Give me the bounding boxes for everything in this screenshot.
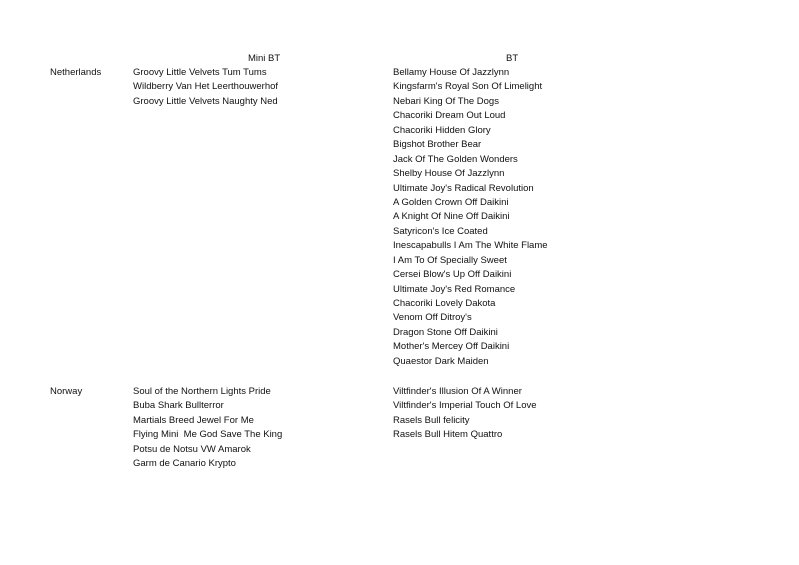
list-item: Shelby House Of Jazzlynn (393, 168, 505, 180)
list-item: Kingsfarm's Royal Son Of Limelight (393, 81, 543, 93)
list-item: Rasels Bull felicity (393, 414, 470, 426)
list-item: Satyricon's Ice Coated (393, 225, 488, 237)
list-item: Rasels Bull Hitem Quattro (393, 429, 503, 441)
list-item: Buba Shark Bullterror (133, 400, 224, 412)
country-netherlands: Netherlands (50, 67, 102, 78)
list-item: Groovy Little Velvets Tum Tums (133, 67, 267, 78)
netherlands-mini-bt-list (133, 66, 278, 109)
list-item: Viltfinder's Imperial Touch Of Love (393, 400, 537, 412)
list-item: Chacoriki Lovely Dakota (393, 298, 496, 309)
list-item: A Knight Of Nine Off Daikini (393, 211, 510, 223)
list-item: I Am To Of Specially Sweet (393, 254, 507, 266)
list-item: Bigshot Brother Bear (393, 139, 482, 151)
list-item: Groovy Little Velvets Naughty Ned (133, 95, 278, 107)
list-item: Flying Mini Me God Save The King (133, 429, 283, 441)
norway-mini-bt-list (133, 385, 282, 472)
list-item: Ultimate Joy's Red Romance (393, 283, 516, 295)
norway-bt-list (393, 385, 537, 443)
list-item: A Golden Crown Off Daikini (393, 196, 509, 208)
list-item: Jack Of The Golden Wonders (393, 153, 518, 165)
list-item: Dragon Stone Off Daikini (393, 326, 498, 338)
list-item: Soul of the Northern Lights Pride (133, 386, 271, 397)
list-item: Venom Off Ditroy's (393, 312, 472, 324)
country-norway: Norway (50, 386, 83, 397)
list-item: Mother's Mercey Off Daikini (393, 341, 510, 353)
list-item: Viltfinder's Illusion Of A Winner (393, 386, 522, 397)
list-item: Bellamy House Of Jazzlynn (393, 67, 510, 78)
list-item: Quaestor Dark Maiden (393, 355, 489, 367)
list-item: Chacoriki Dream Out Loud (393, 110, 506, 122)
list-item: Inescapabulls I Am The White Flame (393, 240, 548, 252)
list-item: Chacoriki Hidden Glory (393, 124, 491, 136)
list-item: Cersei Blow's Up Off Daikini (393, 269, 512, 281)
list-item: Wildberry Van Het Leerthouwerhof (133, 81, 279, 93)
list-item: Potsu de Notsu VW Amarok (133, 443, 251, 455)
header-mini-bt: Mini BT (248, 53, 281, 64)
header-bt: BT (506, 53, 519, 64)
list-item: Nebari King Of The Dogs (393, 95, 499, 107)
list-item: Ultimate Joy's Radical Revolution (393, 182, 534, 194)
list-item: Martials Breed Jewel For Me (133, 414, 254, 426)
list-item: Garm de Canario Krypto (133, 458, 236, 470)
netherlands-bt-list (393, 66, 548, 369)
